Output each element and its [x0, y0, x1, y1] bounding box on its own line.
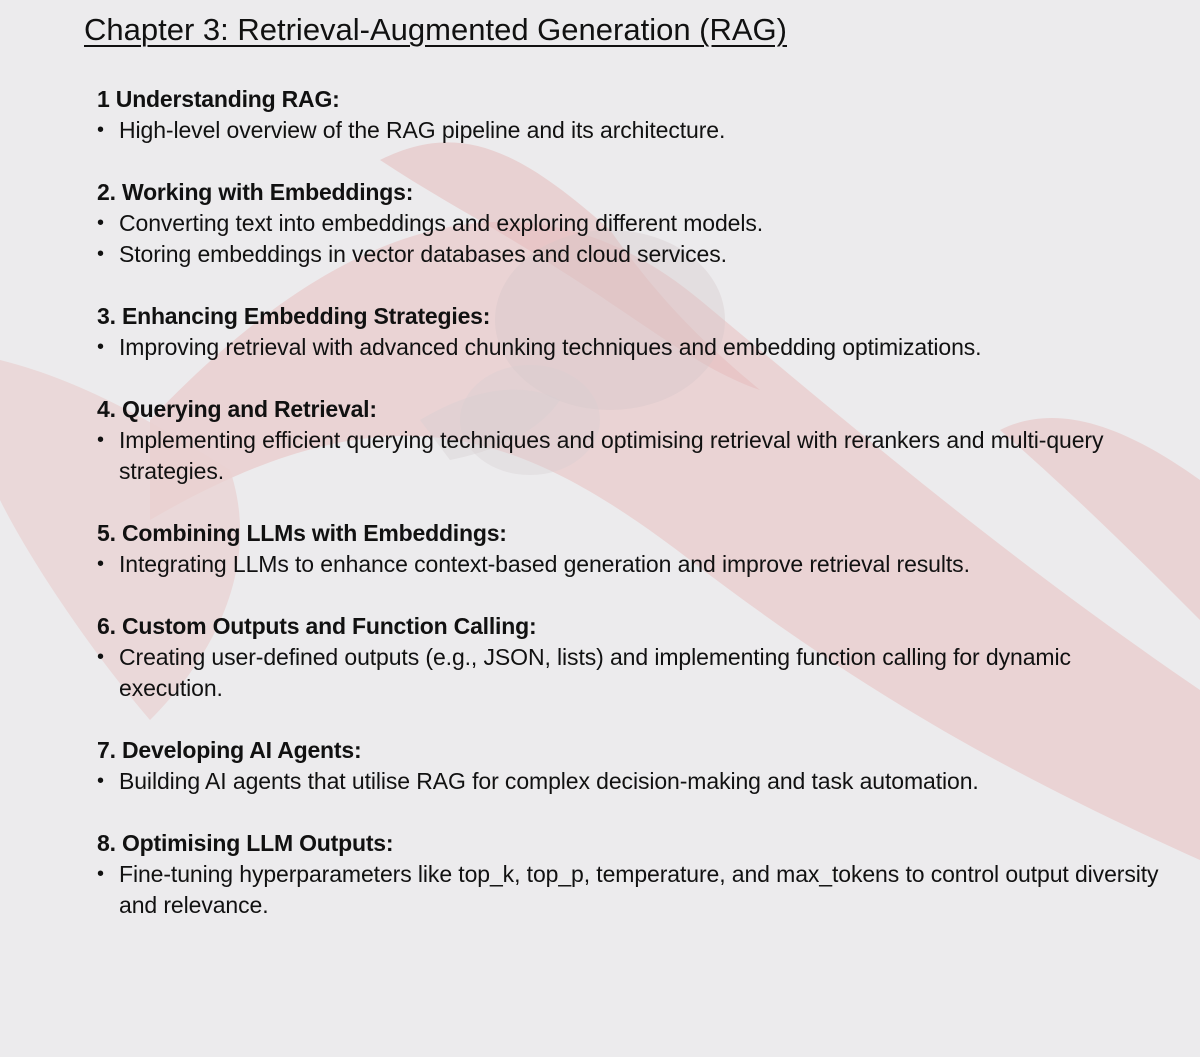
section-working-with-embeddings — [97, 177, 1177, 270]
list-item — [97, 239, 1177, 270]
section-heading: 4. Querying and Retrieval: — [97, 396, 377, 422]
bullet-icon: • — [97, 553, 104, 575]
bullet-icon: • — [97, 336, 104, 358]
bullet-text: Building AI agents that utilise RAG for complex decision-making and task automation. — [119, 768, 979, 794]
bullet-icon: • — [97, 770, 104, 792]
bullet-icon: • — [97, 863, 104, 885]
section-heading: 3. Enhancing Embedding Strategies: — [97, 303, 491, 329]
list-item — [97, 208, 1177, 239]
bullet-text: Converting text into embeddings and exploring different models. — [119, 210, 764, 236]
bullet-text: Fine-tuning hyperparameters like top_k, top_p, temperature, and max_tokens to control output diversity and relevance. — [119, 861, 1159, 918]
bullet-text: Storing embeddings in vector databases and cloud services. — [119, 241, 727, 267]
bullet-icon: • — [97, 243, 104, 265]
chapter-sections — [97, 84, 1177, 952]
list-item — [97, 115, 1177, 146]
list-item — [97, 766, 1177, 797]
section-heading: 2. Working with Embeddings: — [97, 179, 414, 205]
section-heading: 7. Developing AI Agents: — [97, 737, 362, 763]
bullet-text: Implementing efficient querying techniques and optimising retrieval with rerankers and multi-query strategies. — [119, 427, 1104, 484]
bullet-text: Creating user-defined outputs (e.g., JSON, lists) and implementing function calling for dynamic execution. — [119, 644, 1071, 701]
section-enhancing-embedding-strategies — [97, 301, 1177, 363]
section-querying-and-retrieval — [97, 394, 1177, 487]
list-item — [97, 425, 1177, 487]
section-heading: 6. Custom Outputs and Function Calling: — [97, 613, 537, 639]
list-item — [97, 859, 1177, 921]
bullet-icon: • — [97, 646, 104, 668]
list-item — [97, 642, 1177, 704]
bullet-text: Improving retrieval with advanced chunking techniques and embedding optimizations. — [119, 334, 982, 360]
section-heading: 5. Combining LLMs with Embeddings: — [97, 520, 507, 546]
section-developing-ai-agents — [97, 735, 1177, 797]
list-item — [97, 332, 1177, 363]
section-understanding-rag — [97, 84, 1177, 146]
section-heading: 1 Understanding RAG: — [97, 86, 340, 112]
bullet-icon: • — [97, 429, 104, 451]
bullet-icon: • — [97, 119, 104, 141]
chapter-title: Chapter 3: Retrieval-Augmented Generation (RAG) — [84, 12, 787, 47]
bullet-text: High-level overview of the RAG pipeline and its architecture. — [119, 117, 726, 143]
bullet-text: Integrating LLMs to enhance context-based generation and improve retrieval results. — [119, 551, 970, 577]
bullet-icon: • — [97, 212, 104, 234]
list-item — [97, 549, 1177, 580]
section-optimising-llm-outputs — [97, 828, 1177, 921]
section-combining-llms-with-embeddings — [97, 518, 1177, 580]
section-custom-outputs-and-function-calling — [97, 611, 1177, 704]
section-heading: 8. Optimising LLM Outputs: — [97, 830, 394, 856]
